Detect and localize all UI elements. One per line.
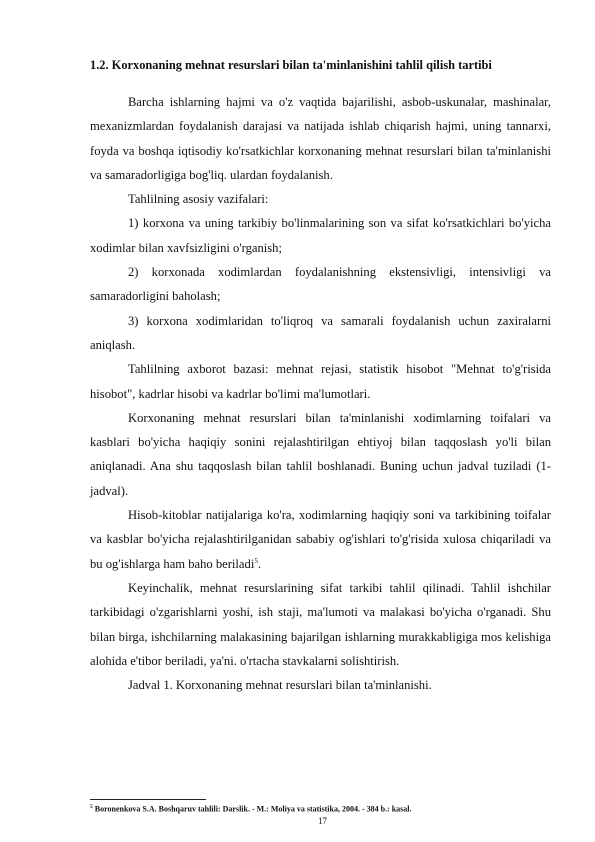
- paragraph-7: Korxonaning mehnat resurslari bilan ta'minlanishi xodimlarning toifalari va kasblari bo'yicha haqiqiy sonini rejalashtirilgan ehtiyoj bilan taqqoslash yo'li bilan aniqlanadi. Ana shu taqqoslash bilan tahlil boshlanadi. Buning uchun jadval tuziladi (1-jadval).: [90, 410, 551, 498]
- paragraph-8-text: Hisob-kitoblar natijalariga ko'ra, xodimlarning haqiqiy soni va tarkibining toifalar va kasblar bo'yicha rejalashtirilganidan sababiy og'ishlari to'g'risida xulosa chiqariladi va bu og'ishlarga ham baho beriladi: [90, 508, 551, 571]
- footnote-divider: [90, 799, 206, 800]
- paragraph-3: 1) korxona va uning tarkibiy bo'linmalarining son va sifat ko'rsatkichlari bo'yicha xodimlar bilan xavfsizligini o'rganish;: [90, 216, 551, 255]
- footnote-reference[interactable]: 5: [254, 556, 258, 565]
- paragraph-9: Keyinchalik, mehnat resurslarining sifat tarkibi tahlil qilinadi. Tahlil ishchilar tarkibidagi o'zgarishlarni yoshi, ish staji, ma'lumoti va malakasi bo'yicha o'rganadi. Shu bilan birga, ishchilarning malakasining bajarilgan ishlarning murakkabligiga mos kelishiga alohida e'tibor beriladi, ya'ni. o'rtacha stavkalarni solishtirish.: [90, 580, 551, 668]
- page-number: 17: [318, 816, 327, 826]
- paragraph-8-tail: .: [257, 556, 261, 571]
- section-heading: 1.2. Korxonaning mehnat resurslari bilan ta'minlanishini tahlil qilish tartibi: [90, 58, 492, 72]
- paragraph-6: Tahlilning axborot bazasi: mehnat rejasi, statistik hisobot "Mehnat to'g'risida hisobot", kadrlar hisobi va kadrlar bo'limi ma'lumotlari.: [90, 362, 551, 401]
- paragraph-4: 2) korxonada xodimlardan foydalanishning ekstensivligi, intensivligi va samaradorligini baholash;: [90, 265, 551, 304]
- footnote-text: Boronenkova S.A. Boshqaruv tahlili: Darslik. - M.: Moliya va statistika, 2004. - 384 b.: kasal.: [94, 804, 412, 814]
- body-text: [90, 90, 551, 697]
- paragraph-2: Tahlilning asosiy vazifalari:: [128, 192, 269, 207]
- paragraph-8: [90, 503, 551, 576]
- footnote: [90, 802, 560, 815]
- table-caption: Jadval 1. Korxonaning mehnat resurslari bilan ta'minlanishi.: [128, 678, 432, 693]
- paragraph-1: Barcha ishlarning hajmi va o'z vaqtida bajarilishi, asbob-uskunalar, mashinalar, mexanizmlardan foydalanish darajasi va natijada ishlab chiqarish hajmi, uning tannarxi, foyda va boshqa iqtisodiy ko'rsatkichlar korxonaning mehnat resurslari bilan ta'minlanishi va samaradorligiga bog'liq. ulardan foydalanish.: [90, 95, 551, 182]
- footnote-number: 5: [90, 804, 93, 810]
- paragraph-5: 3) korxona xodimlaridan to'liqroq va samarali foydalanish uchun zaxiralarni aniqlash.: [90, 313, 551, 352]
